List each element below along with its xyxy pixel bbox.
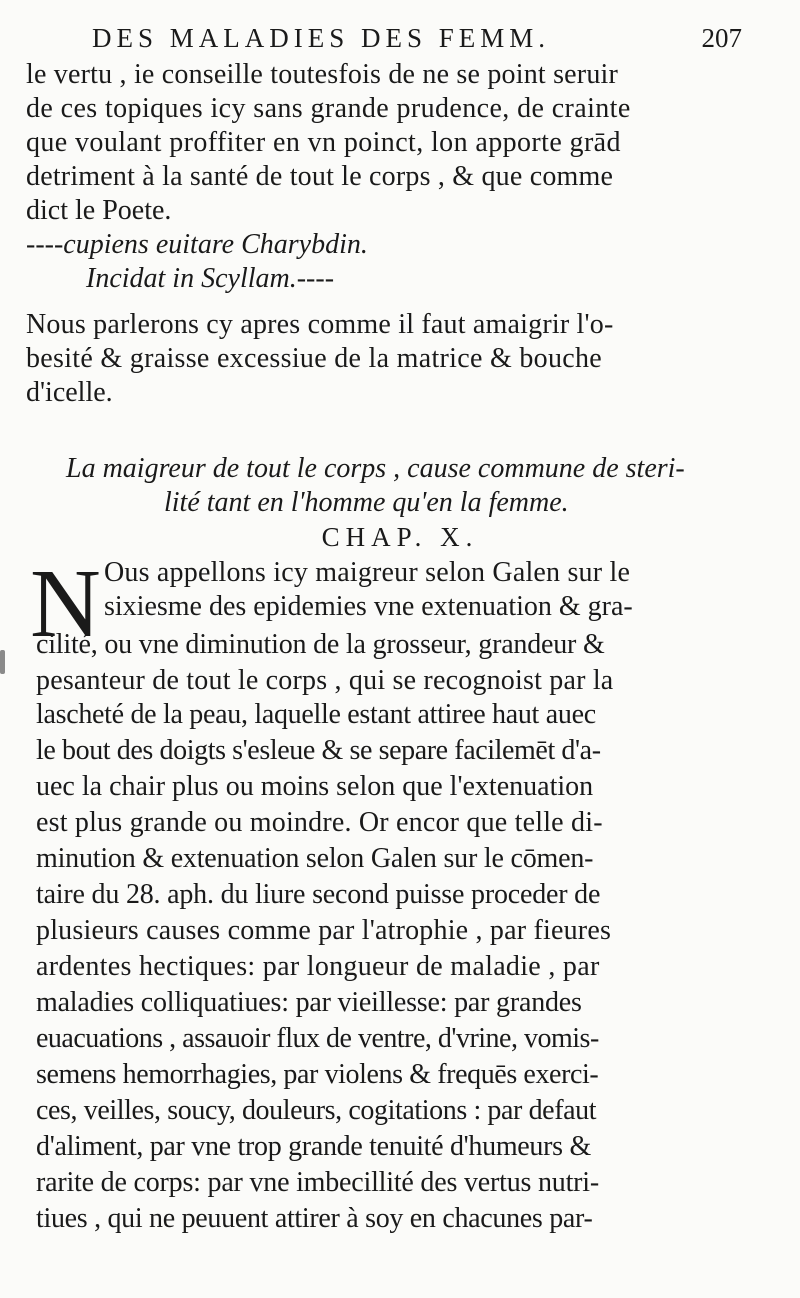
quote-line: ----cupiens euitare Charybdin. [26,229,368,260]
text-line: le vertu , ie conseille toutesfois de ne se point seruir [26,59,619,90]
text-line: d'icelle. [26,377,113,408]
text-line: uec la chair plus ou moins selon que l'extenuation [36,771,594,802]
quote-line: Incidat in Scyllam.---- [86,263,335,294]
text-line: de ces topiques icy sans grande prudence, de crainte [26,93,631,124]
text-line: lascheté de la peau, laquelle estant attiree haut auec [36,699,596,730]
margin-mark [0,650,5,674]
running-title: DES MALADIES DES FEMM. [92,23,551,53]
text-line: minution & extenuation selon Galen sur le cōmen- [36,843,594,874]
chapter-label: CHAP. X. [321,522,479,552]
text-line: d'aliment, par vne trop grande tenuité d'humeurs & [36,1131,591,1162]
text-line: que voulant proffiter en vn poinct, lon apporte grād [26,127,621,158]
text-line: est plus grande ou moindre. Or encor que telle di- [36,807,603,838]
text-line: le bout des doigts s'esleue & se separe facilemēt d'a- [36,735,601,766]
text-line: Ous appellons icy maigreur selon Galen sur le [104,557,631,588]
text-line: cilité, ou vne diminution de la grosseur, grandeur & [36,629,605,660]
text-line: ardentes hectiques: par longueur de maladie , par [36,951,600,982]
text-line: pesanteur de tout le corps , qui se recognoist par la [36,665,614,696]
page-header [92,18,742,58]
text-line: sixiesme des epidemies vne extenuation & gra- [104,591,633,622]
chapter-title-line: La maigreur de tout le corps , cause commune de steri- [66,453,685,484]
drop-cap: N [30,550,101,658]
page-number: 207 [701,23,742,53]
text-line: besité & graisse excessiue de la matrice & bouche [26,343,603,374]
text-line: semens hemorrhagies, par violens & frequēs exerci- [36,1059,599,1090]
chapter-title-line: lité tant en l'homme qu'en la femme. [164,487,569,518]
text-line: tiues , qui ne peuuent attirer à soy en chacunes par- [36,1203,593,1234]
text-line: detriment à la santé de tout le corps , & que comme [26,161,614,192]
text-line: Nous parlerons cy apres comme il faut amaigrir l'o- [26,309,614,340]
text-line: rarite de corps: par vne imbecillité des vertus nutri- [36,1167,599,1198]
text-line: maladies colliquatiues: par vieillesse: par grandes [36,987,582,1018]
text-line: taire du 28. aph. du liure second puisse proceder de [36,879,601,910]
text-line: euacuations , assauoir flux de ventre, d'vrine, vomis- [36,1023,599,1054]
text-line: plusieurs causes comme par l'atrophie , par fieures [36,915,612,946]
text-line: dict le Poete. [26,195,172,226]
text-line: ces, veilles, soucy, douleurs, cogitations : par defaut [36,1095,597,1126]
